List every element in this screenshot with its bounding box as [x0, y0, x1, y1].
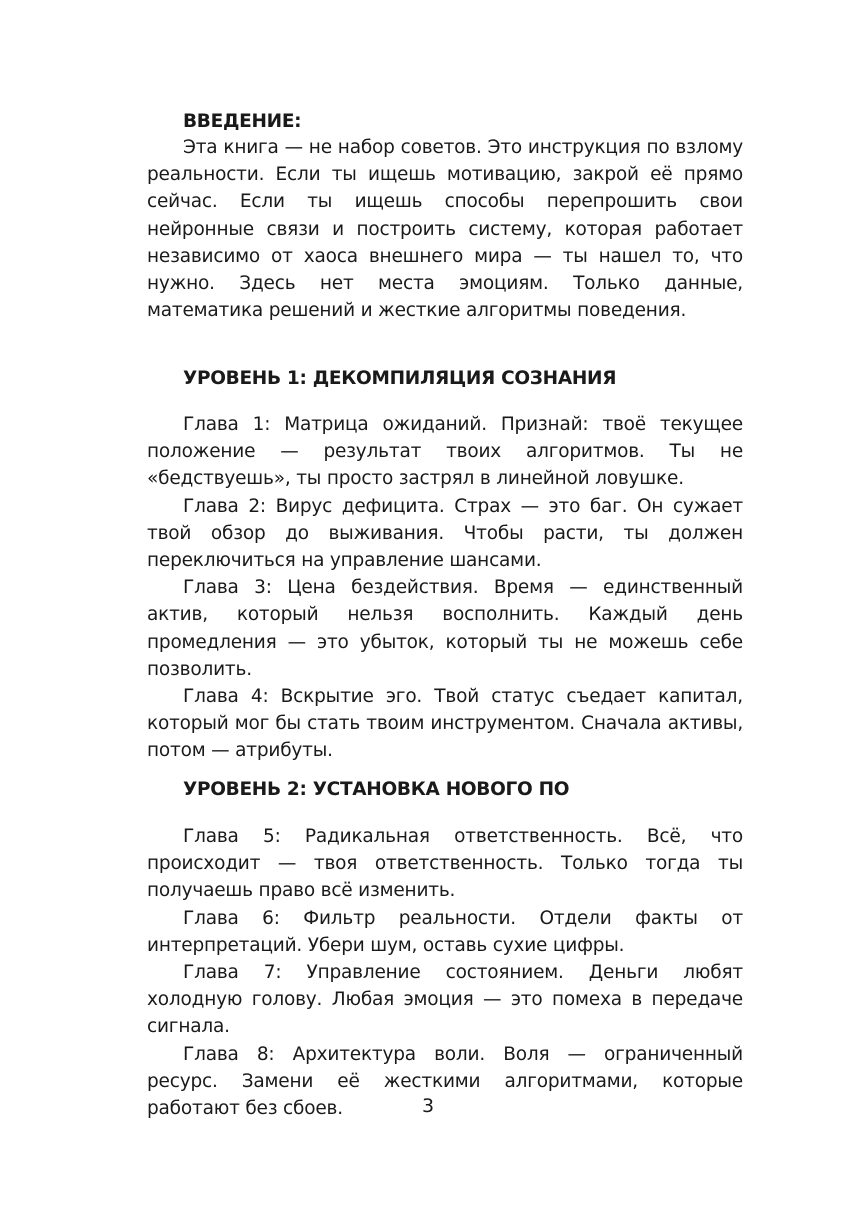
intro-section: [147, 134, 743, 324]
chapter-7-paragraph: Глава 7: Управление состоянием. Деньги любят холодную голову. Любая эмоция — это помеха в передаче сигнала.: [147, 962, 743, 1038]
level-2-section: [147, 823, 743, 1122]
page-number: 3: [421, 1095, 435, 1117]
chapter-3-paragraph: Глава 3: Цена бездействия. Время — единственный актив, который нельзя восполнить. Каждый день промедления — это убыток, который ты не можешь себе позволить.: [147, 577, 743, 680]
level-1-heading: УРОВЕНЬ 1: ДЕКОМПИЛЯЦИЯ СОЗНАНИЯ: [183, 368, 617, 389]
chapter-1-paragraph: Глава 1: Матрица ожиданий. Признай: твоё текущее положение — результат твоих алгоритмов. Ты не «бедствуешь», ты просто застрял в линейной ловушке.: [147, 414, 743, 490]
chapter-4-paragraph: Глава 4: Вскрытие эго. Твой статус съедает капитал, который мог бы стать твоим инструментом. Сначала активы, потом — атрибуты.: [147, 686, 743, 762]
intro-heading: ВВЕДЕНИЕ:: [183, 111, 302, 132]
chapter-6-paragraph: Глава 6: Фильтр реальности. Отдели факты от интерпретаций. Убери шум, оставь сухие цифры.: [147, 907, 743, 956]
chapter-5-paragraph: Глава 5: Радикальная ответственность. Всё, что происходит — твоя ответственность. Только тогда ты получаешь право всё изменить.: [147, 826, 743, 902]
level-2-heading: УРОВЕНЬ 2: УСТАНОВКА НОВОГО ПО: [183, 779, 570, 800]
level-1-section: [147, 411, 743, 765]
chapter-2-paragraph: Глава 2: Вирус дефицита. Страх — это баг. Он сужает твой обзор до выживания. Чтобы расти, ты должен переключиться на управление шансами.: [147, 495, 743, 572]
chapter-8-paragraph: Глава 8: Архитектура воли. Воля — ограниченный ресурс. Замени её жесткими алгоритмами, которые работают без сбоев.: [147, 1043, 743, 1120]
intro-paragraph: Эта книга — не набор советов. Это инструкция по взлому реальности. Если ты ищешь мотивацию, закрой её прямо сейчас. Если ты ищешь способы перепрошить свои нейронные связи и построить систему, которая работает независимо от хаоса внешнего мира — ты нашел то, что нужно. Здесь нет места эмоциям. Только данные, математика решений и жесткие алгоритмы поведения.: [147, 137, 743, 322]
